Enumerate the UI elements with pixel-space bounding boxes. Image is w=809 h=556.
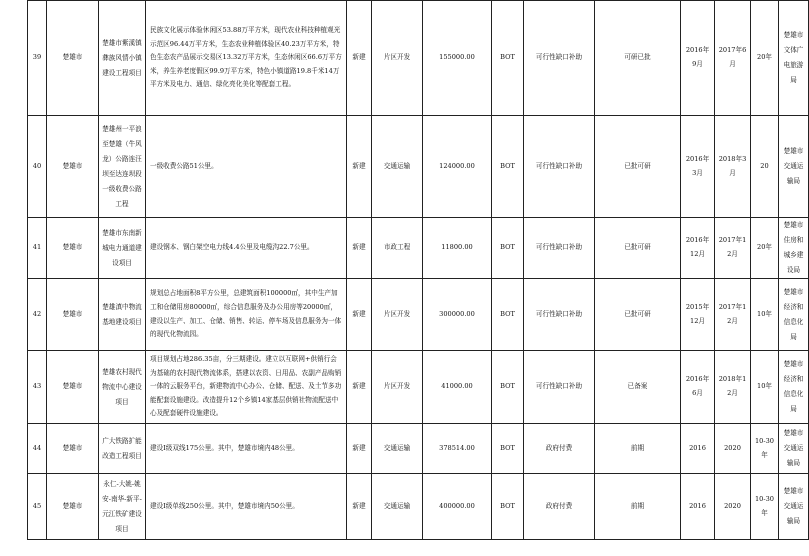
- row-number: 39: [28, 1, 47, 116]
- operation-mode: BOT: [492, 474, 524, 540]
- city-cell: 楚雄市: [47, 218, 99, 279]
- table-row: [28, 218, 809, 279]
- payment-mechanism: 可行性缺口补助: [524, 116, 595, 218]
- row-number: 41: [28, 218, 47, 279]
- cooperation-term: 20年: [751, 1, 779, 116]
- project-description: 建设钢本、钢白架空电力线4.4公里及电缆沟22.7公里。: [146, 218, 347, 279]
- project-status: 已批可研: [595, 116, 681, 218]
- operation-mode: BOT: [492, 218, 524, 279]
- construction-type: 新建: [347, 218, 372, 279]
- start-date: 2016年12月: [681, 218, 715, 279]
- project-status: 已备案: [595, 351, 681, 424]
- city-cell: 楚雄市: [47, 279, 99, 351]
- construction-type: 新建: [347, 116, 372, 218]
- project-description: 规划总占地面积8平方公里，总建筑面积100000㎡，其中生产加工和仓储用房80000㎡，综合信息服务及办公用房等20000㎡，建设以生产、加工、仓储、销售、转运、停车场及信息服务为一体的现代化物流园。: [146, 279, 347, 351]
- project-table: [27, 0, 809, 540]
- table-row: [28, 474, 809, 540]
- investment-amount: 41000.00: [423, 351, 492, 424]
- row-number: 45: [28, 474, 47, 540]
- project-description: 建设Ⅰ级双线175公里。其中，楚雄市境内48公里。: [146, 424, 347, 474]
- operation-mode: BOT: [492, 279, 524, 351]
- responsible-office: 楚雄市经济和信息化局: [779, 351, 809, 424]
- responsible-office: 楚雄市交通运输局: [779, 474, 809, 540]
- cooperation-term: 10年: [751, 279, 779, 351]
- project-category: 市政工程: [372, 218, 423, 279]
- construction-type: 新建: [347, 474, 372, 540]
- construction-type: 新建: [347, 351, 372, 424]
- project-description: 项目规划占地286.35亩，分三期建设。建立以互联网+供销行会为基础的农村现代物流体系，搭建以农资、日用品、农副产品购销一体的云服务平台，新建物流中心办公、仓储、配送、及土节多功能配套设施建设。改造提升12个乡镇14家基层供销社物流配送中心及配套硬件设施建设。: [146, 351, 347, 424]
- payment-mechanism: 可行性缺口补助: [524, 351, 595, 424]
- project-category: 片区开发: [372, 1, 423, 116]
- cooperation-term: 10年: [751, 351, 779, 424]
- project-status: 可研已批: [595, 1, 681, 116]
- end-date: 2017年12月: [715, 218, 751, 279]
- construction-type: 新建: [347, 1, 372, 116]
- payment-mechanism: 政府付费: [524, 474, 595, 540]
- operation-mode: BOT: [492, 1, 524, 116]
- payment-mechanism: 可行性缺口补助: [524, 279, 595, 351]
- responsible-office: 楚雄市交通运输局: [779, 424, 809, 474]
- start-date: 2016年9月: [681, 1, 715, 116]
- project-status: 前期: [595, 424, 681, 474]
- city-cell: 楚雄市: [47, 1, 99, 116]
- project-description: 一级收费公路51公里。: [146, 116, 347, 218]
- project-category: 交通运输: [372, 424, 423, 474]
- project-status: 已批可研: [595, 218, 681, 279]
- payment-mechanism: 政府付费: [524, 424, 595, 474]
- table-row: [28, 279, 809, 351]
- operation-mode: BOT: [492, 351, 524, 424]
- investment-amount: 378514.00: [423, 424, 492, 474]
- project-name: 楚雄市紫溪镇彝族风情小镇建设工程项目: [99, 1, 146, 116]
- project-category: 交通运输: [372, 474, 423, 540]
- table-row: [28, 116, 809, 218]
- row-number: 43: [28, 351, 47, 424]
- end-date: 2017年12月: [715, 279, 751, 351]
- start-date: 2016: [681, 424, 715, 474]
- construction-type: 新建: [347, 279, 372, 351]
- investment-amount: 124000.00: [423, 116, 492, 218]
- cooperation-term: 10-30年: [751, 474, 779, 540]
- table-row: [28, 424, 809, 474]
- project-category: 片区开发: [372, 351, 423, 424]
- payment-mechanism: 可行性缺口补助: [524, 218, 595, 279]
- start-date: 2016: [681, 474, 715, 540]
- project-status: 前期: [595, 474, 681, 540]
- start-date: 2015年12月: [681, 279, 715, 351]
- operation-mode: BOT: [492, 424, 524, 474]
- investment-amount: 155000.00: [423, 1, 492, 116]
- payment-mechanism: 可行性缺口补助: [524, 1, 595, 116]
- construction-type: 新建: [347, 424, 372, 474]
- project-name: 楚雄市东南新城电力通道建设项目: [99, 218, 146, 279]
- responsible-office: 楚雄市住房和城乡建设局: [779, 218, 809, 279]
- cooperation-term: 20年: [751, 218, 779, 279]
- project-name: 楚雄州一平浪至楚雄（牛风龙）公路连汪坝至达连坝段一级收费公路工程: [99, 116, 146, 218]
- cooperation-term: 20: [751, 116, 779, 218]
- investment-amount: 11800.00: [423, 218, 492, 279]
- table-row: [28, 351, 809, 424]
- project-name: 楚雄滇中物流基地建设项目: [99, 279, 146, 351]
- responsible-office: 楚雄市经济和信息化局: [779, 279, 809, 351]
- project-category: 交通运输: [372, 116, 423, 218]
- project-description: 民族文化展示体验休闲区53.88万平方米，现代农业科技种植观光示范区96.44万平方米，生态农业种植体验区40.23万平方米，特色生态农产品展示交易区13.32万平方米，生态休闲区66.6万平方米，养生养老度假区99.9万平方米，特色小镇道路19.8千米14万平方米及电力、通信、绿化亮化美化等配套工程。: [146, 1, 347, 116]
- city-cell: 楚雄市: [47, 116, 99, 218]
- row-number: 44: [28, 424, 47, 474]
- end-date: 2018年3月: [715, 116, 751, 218]
- end-date: 2018年12月: [715, 351, 751, 424]
- project-status: 已批可研: [595, 279, 681, 351]
- table-row: [28, 1, 809, 116]
- investment-amount: 400000.00: [423, 474, 492, 540]
- responsible-office: 楚雄市文体广电旅游局: [779, 1, 809, 116]
- end-date: 2020: [715, 474, 751, 540]
- responsible-office: 楚雄市交通运输局: [779, 116, 809, 218]
- start-date: 2016年6月: [681, 351, 715, 424]
- project-description: 建设Ⅰ级单线250公里。其中，楚雄市境内50公里。: [146, 474, 347, 540]
- start-date: 2016年3月: [681, 116, 715, 218]
- cooperation-term: 10-30年: [751, 424, 779, 474]
- end-date: 2017年6月: [715, 1, 751, 116]
- operation-mode: BOT: [492, 116, 524, 218]
- city-cell: 楚雄市: [47, 424, 99, 474]
- row-number: 40: [28, 116, 47, 218]
- project-name: 楚雄农村现代物流中心建设项目: [99, 351, 146, 424]
- city-cell: 楚雄市: [47, 474, 99, 540]
- investment-amount: 300000.00: [423, 279, 492, 351]
- project-category: 片区开发: [372, 279, 423, 351]
- project-name: 永仁-大姚-姚安-南华-新平-元江铁矿建设项目: [99, 474, 146, 540]
- project-name: 广大铁路扩能改造工程项目: [99, 424, 146, 474]
- end-date: 2020: [715, 424, 751, 474]
- row-number: 42: [28, 279, 47, 351]
- city-cell: 楚雄市: [47, 351, 99, 424]
